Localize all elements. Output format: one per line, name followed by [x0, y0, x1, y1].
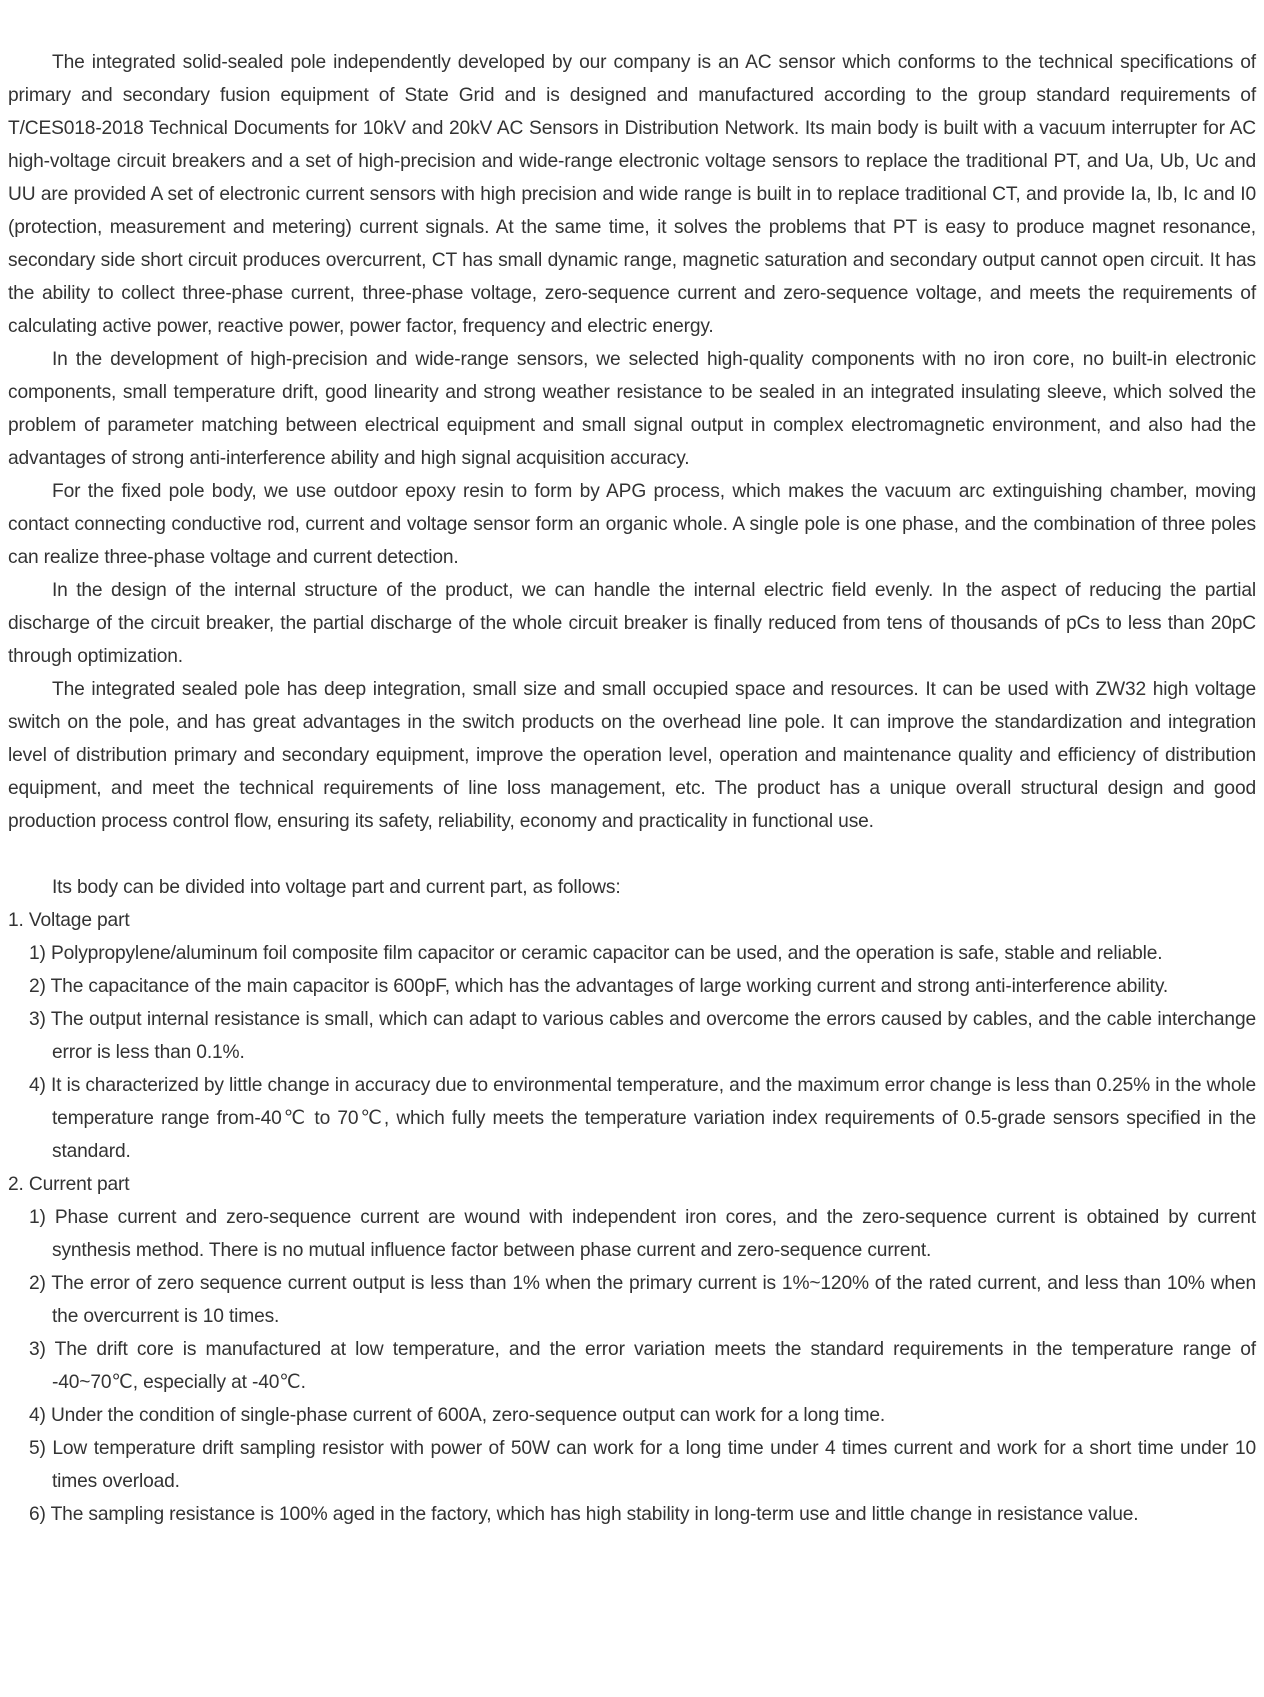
paragraph-overview: The integrated solid-sealed pole independently developed by our company is an AC sensor which conforms to the technical specifications of primary and secondary fusion equipment of State Grid and is designed and manufactured according to the group standard requirements of T/CES018-2018 Technical Documents for 10kV and 20kV AC Sensors in Distribution Network. Its main body is built with a vacuum interrupter for AC high-voltage circuit breakers and a set of high-precision and wide-range electronic voltage sensors to replace the traditional PT, and Ua, Ub, Uc and UU are provided A set of electronic current sensors with high precision and wide range is built in to replace traditional CT, and provide Ia, Ib, Ic and I0 (protection, measurement and metering) current signals. At the same time, it solves the problems that PT is easy to produce magnet resonance, secondary side short circuit produces overcurrent, CT has small dynamic range, magnetic saturation and secondary output cannot open circuit. It has the ability to collect three-phase current, three-phase voltage, zero-sequence current and zero-sequence voltage, and meets the requirements of calculating active power, reactive power, power factor, frequency and electric energy.: [8, 52, 1256, 337]
section-spacer: [8, 838, 1256, 871]
section-title-current: 2. Current part: [8, 1174, 130, 1195]
list-item: [8, 1201, 1256, 1267]
item-number: 1): [29, 943, 46, 964]
item-text: Low temperature drift sampling resistor with power of 50W can work for a long time under 4 times current and work for a short time under 10 times overload.: [52, 1438, 1256, 1492]
section-title-voltage: 1. Voltage part: [8, 910, 130, 931]
section-voltage-part: [8, 904, 1256, 1168]
list-item: [8, 1498, 1256, 1531]
item-text: Under the condition of single-phase current of 600A, zero-sequence output can work for a long time.: [50, 1405, 886, 1426]
paragraph-internal-structure: In the design of the internal structure of the product, we can handle the internal electric field evenly. In the aspect of reducing the partial discharge of the circuit breaker, the partial discharge of the whole circuit breaker is finally reduced from tens of thousands of pCs to less than 20pC through optimization.: [8, 580, 1256, 667]
list-item: [8, 1267, 1256, 1333]
item-text: It is characterized by little change in accuracy due to environmental temperature, and the maximum error change is less than 0.25% in the whole temperature range from-40℃ to 70℃, which fully meets the temperature variation index requirements of 0.5-grade sensors specified in the standard.: [51, 1075, 1256, 1162]
item-number: 5): [29, 1438, 46, 1459]
item-number: 6): [29, 1504, 46, 1525]
paragraph-pole-body: For the fixed pole body, we use outdoor epoxy resin to form by APG process, which makes the vacuum arc extinguishing chamber, moving contact connecting conductive rod, current and voltage sensor form an organic whole. A single pole is one phase, and the combination of three poles can realize three-phase voltage and current detection.: [8, 481, 1256, 568]
list-item: [8, 1333, 1256, 1399]
list-item: [8, 1399, 1256, 1432]
list-item: [8, 1069, 1256, 1168]
list-item: [8, 1003, 1256, 1069]
list-item: [8, 937, 1256, 970]
item-number: 4): [29, 1405, 46, 1426]
item-number: 2): [29, 1273, 46, 1294]
item-text: The capacitance of the main capacitor is 600pF, which has the advantages of large working current and strong anti-interference ability.: [50, 976, 1169, 997]
item-number: 3): [29, 1339, 46, 1360]
item-text: The output internal resistance is small, which can adapt to various cables and overcome the errors caused by cables, and the cable interchange error is less than 0.1%.: [50, 1009, 1256, 1063]
item-text: Phase current and zero-sequence current are wound with independent iron cores, and the zero-sequence current is obtained by current synthesis method. There is no mutual influence factor between phase current and zero-sequence current.: [52, 1207, 1256, 1261]
item-text: The drift core is manufactured at low temperature, and the error variation meets the standard requirements in the temperature range of -40~70℃, especially at -40℃.: [52, 1339, 1256, 1393]
item-number: 1): [29, 1207, 46, 1228]
paragraph-integration: The integrated sealed pole has deep integration, small size and small occupied space and resources. It can be used with ZW32 high voltage switch on the pole, and has great advantages in the switch products on the overhead line pole. It can improve the standardization and integration level of distribution primary and secondary equipment, improve the operation level, operation and maintenance quality and efficiency of distribution equipment, and meet the technical requirements of line loss management, etc. The product has a unique overall structural design and good production process control flow, ensuring its safety, reliability, economy and practicality in functional use.: [8, 679, 1256, 832]
item-text: Polypropylene/aluminum foil composite film capacitor or ceramic capacitor can be used, and the operation is safe, stable and reliable.: [50, 943, 1163, 964]
section-current-part: [8, 1168, 1256, 1531]
body-division-intro: Its body can be divided into voltage part and current part, as follows:: [52, 877, 621, 898]
document-body: [8, 46, 1256, 1531]
item-number: 4): [29, 1075, 46, 1096]
item-number: 3): [29, 1009, 46, 1030]
item-text: The sampling resistance is 100% aged in the factory, which has high stability in long-term use and little change in resistance value.: [50, 1504, 1139, 1525]
list-item: [8, 1432, 1256, 1498]
paragraph-sensor-development: In the development of high-precision and wide-range sensors, we selected high-quality components with no iron core, no built-in electronic components, small temperature drift, good linearity and strong weather resistance to be sealed in an integrated insulating sleeve, which solved the problem of parameter matching between electrical equipment and small signal output in complex electromagnetic environment, and also had the advantages of strong anti-interference ability and high signal acquisition accuracy.: [8, 349, 1256, 469]
item-number: 2): [29, 976, 46, 997]
list-item: [8, 970, 1256, 1003]
item-text: The error of zero sequence current output is less than 1% when the primary current is 1%~120% of the rated current, and less than 10% when the overcurrent is 10 times.: [51, 1273, 1256, 1327]
